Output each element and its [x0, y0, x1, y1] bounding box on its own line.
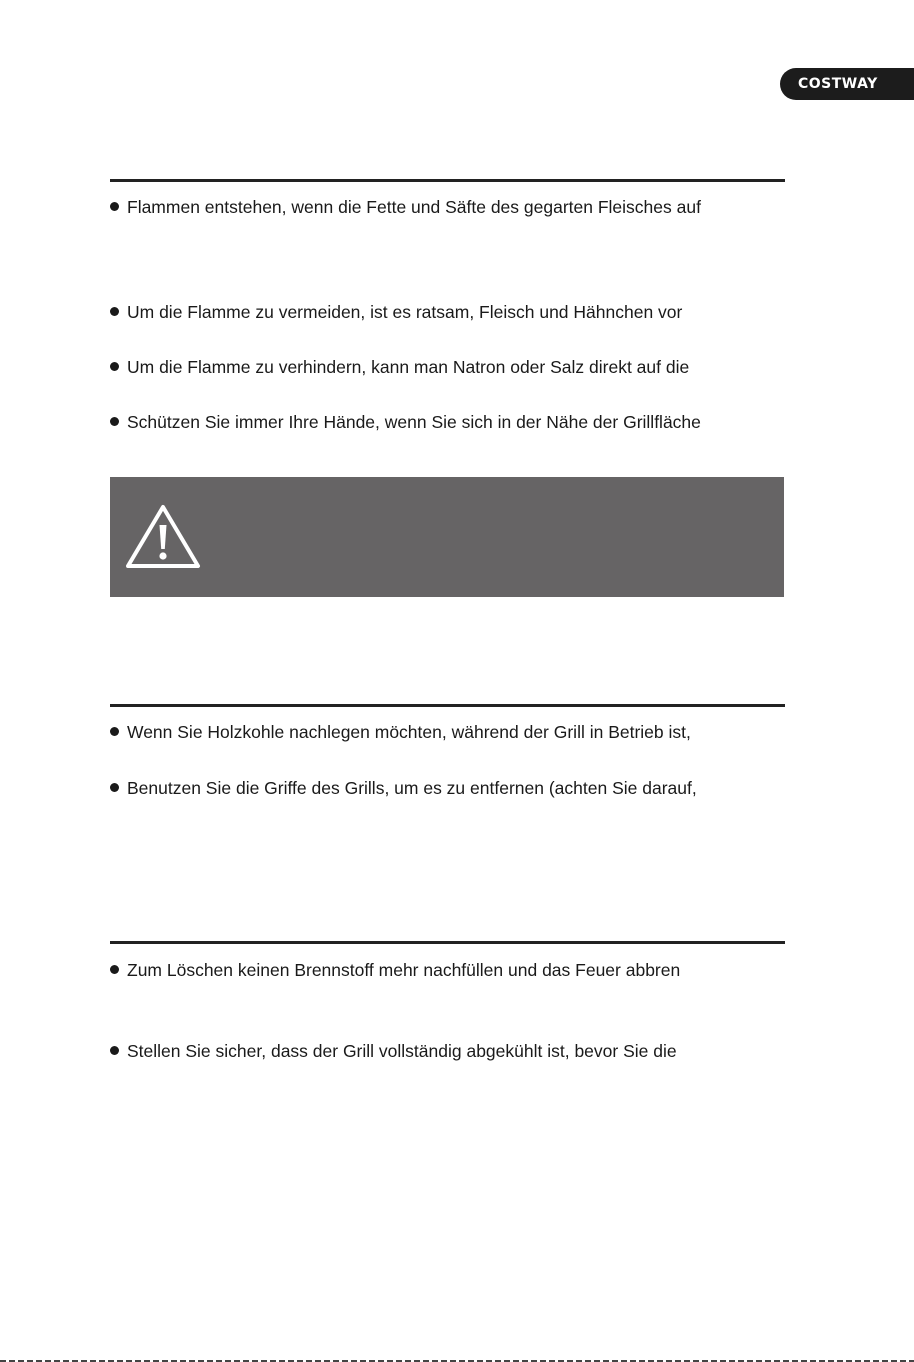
bullet-item [110, 356, 790, 378]
bullet-item [110, 959, 790, 981]
bullet-item [110, 196, 790, 218]
bullet-item [110, 777, 790, 799]
brand-logo-badge: COSTWAY [780, 68, 914, 100]
bullet-dot [110, 202, 119, 211]
bullet-dot [110, 727, 119, 736]
bullet-text: Benutzen Sie die Griffe des Grills, um es zu entfernen (achten Sie darauf, [127, 778, 697, 798]
section-divider-2 [110, 704, 785, 707]
bullet-text: Schützen Sie immer Ihre Hände, wenn Sie sich in der Nähe der Grillfläche [127, 412, 701, 432]
bullet-dot [110, 965, 119, 974]
bullet-text: Wenn Sie Holzkohle nachlegen möchten, während der Grill in Betrieb ist, [127, 722, 691, 742]
section-divider-1 [110, 179, 785, 182]
bullet-item [110, 411, 790, 433]
bullet-item [110, 1040, 790, 1062]
bullet-item [110, 721, 790, 743]
bullet-dot [110, 1046, 119, 1055]
bullet-text: Stellen Sie sicher, dass der Grill vollständig abgekühlt ist, bevor Sie die [127, 1041, 677, 1061]
bullet-item [110, 301, 790, 323]
bullet-text: Um die Flamme zu verhindern, kann man Natron oder Salz direkt auf die [127, 357, 690, 377]
warning-banner [110, 477, 784, 597]
bullet-text: Um die Flamme zu vermeiden, ist es ratsam, Fleisch und Hähnchen vor [127, 302, 683, 322]
bullet-dot [110, 307, 119, 316]
section-divider-3 [110, 941, 785, 944]
bullet-dot [110, 783, 119, 792]
bullet-dot [110, 417, 119, 426]
bullet-text: Flammen entstehen, wenn die Fette und Säfte des gegarten Fleisches auf [127, 197, 701, 217]
warning-triangle-icon [124, 503, 202, 571]
bullet-dot [110, 362, 119, 371]
bullet-text: Zum Löschen keinen Brennstoff mehr nachfüllen und das Feuer abbren [127, 960, 681, 980]
